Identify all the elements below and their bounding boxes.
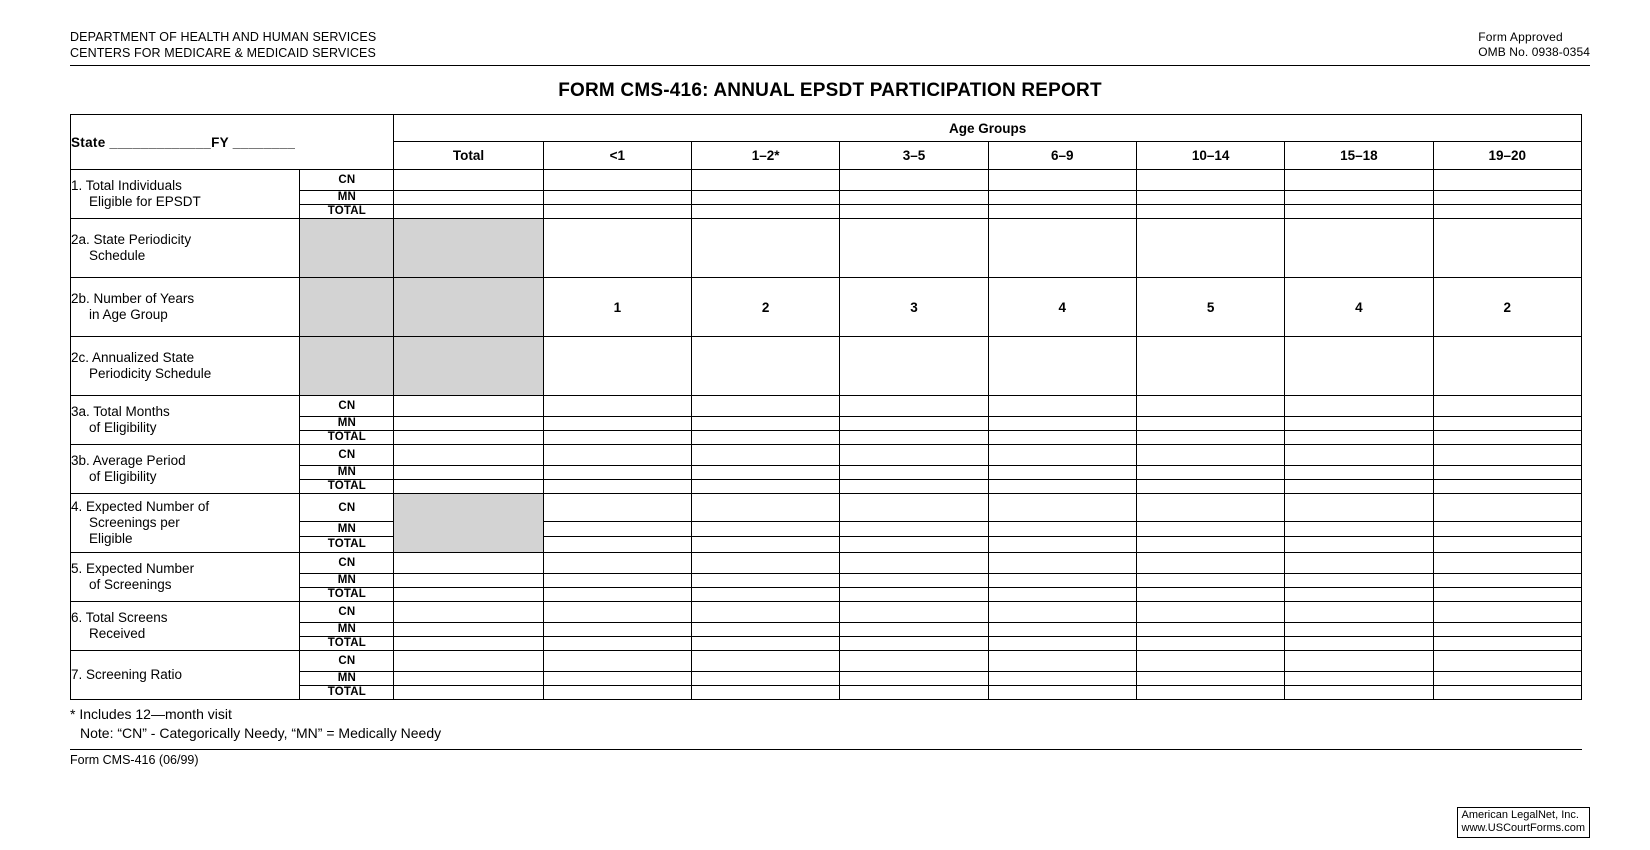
cell-2a-3-5[interactable] [840, 219, 988, 278]
cell-2a-total-shaded [394, 219, 543, 278]
cell-7-19-20[interactable] [1433, 651, 1581, 700]
cell-3b-3-5[interactable] [840, 445, 988, 494]
cell-2b-19-20[interactable]: 2 [1433, 278, 1581, 337]
category-stack-3b [300, 445, 394, 494]
cell-6-3-5[interactable] [840, 602, 988, 651]
column-header-3-5: 3–5 [840, 142, 988, 170]
row-label-2c [71, 337, 300, 396]
cell-1-3-5[interactable] [840, 170, 988, 219]
category-cn: CN [300, 495, 393, 522]
cell-3a-15-18[interactable] [1285, 396, 1433, 445]
cell-2c-6-9[interactable] [988, 337, 1136, 396]
cell-6-1-2[interactable] [692, 602, 840, 651]
row-label-7 [71, 651, 300, 700]
row-label-2b [71, 278, 300, 337]
legalnet-stamp [1457, 807, 1590, 839]
category-mn: MN [300, 191, 393, 205]
cell-4-3-5[interactable] [840, 494, 988, 553]
category-cn: CN [300, 396, 393, 417]
category-stack-3a [300, 396, 394, 445]
row-label-line2: in Age Group [89, 307, 168, 323]
category-mn: MN [300, 623, 393, 637]
table-header-row [71, 115, 1582, 142]
row-label-line1: 2b. Number of Years [71, 290, 195, 306]
cell-6-10-14[interactable] [1136, 602, 1284, 651]
agency-block [70, 30, 376, 61]
cell-1-15-18[interactable] [1285, 170, 1433, 219]
cell-4-15-18[interactable] [1285, 494, 1433, 553]
row-label-6 [71, 602, 300, 651]
cell-4-lt1[interactable] [543, 494, 691, 553]
cell-4-6-9[interactable] [988, 494, 1136, 553]
table-row [71, 278, 1582, 337]
row-label-line1: 7. Screening Ratio [71, 667, 183, 683]
cell-2a-6-9[interactable] [988, 219, 1136, 278]
footnote-note: Note: “CN” - Categorically Needy, “MN” = Medically Needy [80, 725, 442, 742]
cell-2c-category-shaded [300, 337, 394, 396]
cell-3a-10-14[interactable] [1136, 396, 1284, 445]
row-label-line2: Periodicity Schedule [89, 366, 212, 382]
cell-1-1-2[interactable] [692, 170, 840, 219]
row-label-line2: of Eligibility [89, 420, 157, 436]
cell-2c-10-14[interactable] [1136, 337, 1284, 396]
table-row [71, 553, 1582, 602]
category-stack-7 [300, 651, 394, 700]
cell-2c-lt1[interactable] [543, 337, 691, 396]
category-stack-1 [300, 170, 394, 219]
cell-3a-3-5[interactable] [840, 396, 988, 445]
category-total: TOTAL [327, 686, 366, 699]
row-label-line2: Received [89, 626, 146, 642]
table-row [71, 445, 1582, 494]
column-header-10-14: 10–14 [1136, 142, 1284, 170]
category-cn: CN [300, 170, 393, 191]
age-groups-header: Age Groups [394, 115, 1582, 142]
row-label-line1: 2a. State Periodicity [71, 231, 192, 247]
cell-4-19-20[interactable] [1433, 494, 1581, 553]
cell-3b-1-2[interactable] [692, 445, 840, 494]
category-total: TOTAL [327, 205, 366, 218]
cell-7-3-5[interactable] [840, 651, 988, 700]
cell-6-19-20[interactable] [1433, 602, 1581, 651]
category-stack-6 [300, 602, 394, 651]
cell-3b-6-9[interactable] [988, 445, 1136, 494]
cell-3b-19-20[interactable] [1433, 445, 1581, 494]
cell-7-10-14[interactable] [1136, 651, 1284, 700]
cell-2a-15-18[interactable] [1285, 219, 1433, 278]
row-label-3a [71, 396, 300, 445]
cell-1-6-9[interactable] [988, 170, 1136, 219]
cell-1-19-20[interactable] [1433, 170, 1581, 219]
row-label-line1: 6. Total Screens [71, 609, 168, 625]
row-label-line3: Eligible [89, 531, 133, 547]
cell-6-15-18[interactable] [1285, 602, 1433, 651]
cell-2a-19-20[interactable] [1433, 219, 1581, 278]
footnote-asterisk: * Includes 12—month visit [70, 706, 232, 723]
cell-2b-1-2[interactable]: 2 [692, 278, 840, 337]
cell-7-lt1[interactable] [543, 651, 691, 700]
row-label-5 [71, 553, 300, 602]
agency-line-2: CENTERS FOR MEDICARE & MEDICAID SERVICES [70, 45, 376, 60]
row-label-3b [71, 445, 300, 494]
category-mn: MN [300, 522, 393, 537]
cell-2a-10-14[interactable] [1136, 219, 1284, 278]
row-label-line2: of Eligibility [89, 469, 157, 485]
column-header-15-18: 15–18 [1285, 142, 1433, 170]
cell-7-6-9[interactable] [988, 651, 1136, 700]
cell-3a-lt1[interactable] [543, 396, 691, 445]
cell-2b-lt1[interactable]: 1 [543, 278, 691, 337]
category-cn: CN [300, 602, 393, 623]
row-label-1 [71, 170, 300, 219]
column-header-total: Total [394, 142, 543, 170]
cell-4-1-2[interactable] [692, 494, 840, 553]
cell-5-10-14[interactable] [1136, 553, 1284, 602]
category-mn: MN [300, 672, 393, 686]
row-label-2a [71, 219, 300, 278]
table-row [71, 602, 1582, 651]
cell-6-lt1[interactable] [543, 602, 691, 651]
omb-block [1478, 30, 1590, 60]
table-row [71, 651, 1582, 700]
row-label-line1: 3a. Total Months [71, 403, 170, 419]
cell-2a-lt1[interactable] [543, 219, 691, 278]
page-title: FORM CMS-416: ANNUAL EPSDT PARTICIPATION REPORT [558, 80, 1102, 102]
cell-2c-19-20[interactable] [1433, 337, 1581, 396]
cell-2c-3-5[interactable] [840, 337, 988, 396]
form-number: Form CMS-416 (06/99) [70, 753, 199, 768]
category-cn: CN [300, 553, 393, 574]
row-label-line1: 4. Expected Number of [71, 498, 210, 514]
cell-2a-category-shaded [300, 219, 394, 278]
footnotes [70, 705, 1582, 743]
cell-1-10-14[interactable] [1136, 170, 1284, 219]
table-row [71, 337, 1582, 396]
table-row [71, 170, 1582, 219]
cell-3a-6-9[interactable] [988, 396, 1136, 445]
legalnet-company: American LegalNet, Inc. [1461, 808, 1579, 821]
cell-5-1-2[interactable] [692, 553, 840, 602]
cell-3a-19-20[interactable] [1433, 396, 1581, 445]
cell-5-15-18[interactable] [1285, 553, 1433, 602]
cell-7-total[interactable] [394, 651, 543, 700]
column-header-19-20: 19–20 [1433, 142, 1581, 170]
row-label-4 [71, 494, 300, 553]
cell-4-10-14[interactable] [1136, 494, 1284, 553]
cell-2b-6-9[interactable]: 4 [988, 278, 1136, 337]
category-total: TOTAL [327, 637, 366, 650]
category-stack-4 [300, 494, 394, 553]
category-mn: MN [300, 574, 393, 588]
table-row [71, 494, 1582, 553]
legalnet-url: www.USCourtForms.com [1461, 822, 1585, 835]
cell-1-total[interactable] [394, 170, 543, 219]
category-cn: CN [300, 445, 393, 466]
cell-3a-1-2[interactable] [692, 396, 840, 445]
cell-1-lt1[interactable] [543, 170, 691, 219]
agency-line-1: DEPARTMENT OF HEALTH AND HUMAN SERVICES [70, 30, 377, 44]
row-label-line2: Eligible for EPSDT [89, 194, 201, 210]
fy-label: FY ________ [211, 134, 296, 150]
cell-7-1-2[interactable] [692, 651, 840, 700]
cell-2b-3-5[interactable]: 3 [840, 278, 988, 337]
column-header-1-2: 1–2* [692, 142, 840, 170]
cell-2b-10-14[interactable]: 5 [1136, 278, 1284, 337]
state-fy-field[interactable] [71, 115, 394, 170]
category-total: TOTAL [327, 538, 366, 551]
category-cn: CN [300, 651, 393, 672]
cell-6-6-9[interactable] [988, 602, 1136, 651]
row-label-line1: 5. Expected Number [71, 560, 195, 576]
cell-3b-lt1[interactable] [543, 445, 691, 494]
cell-5-19-20[interactable] [1433, 553, 1581, 602]
document-header [70, 30, 1590, 61]
omb-number: OMB No. 0938-0354 [1478, 45, 1590, 59]
row-label-line1: 3b. Average Period [71, 452, 186, 468]
footer-divider [70, 749, 1582, 750]
category-mn: MN [300, 466, 393, 480]
cell-7-15-18[interactable] [1285, 651, 1433, 700]
cell-2b-total-shaded [394, 278, 543, 337]
cell-2b-category-shaded [300, 278, 394, 337]
category-total: TOTAL [327, 588, 366, 601]
cell-2c-15-18[interactable] [1285, 337, 1433, 396]
cell-2c-1-2[interactable] [692, 337, 840, 396]
cell-5-6-9[interactable] [988, 553, 1136, 602]
row-label-line1: 1. Total Individuals [71, 177, 182, 193]
header-divider [70, 65, 1590, 66]
row-label-line2: Schedule [89, 248, 146, 264]
state-label: State _____________ [71, 134, 212, 150]
cell-5-lt1[interactable] [543, 553, 691, 602]
cell-3b-total[interactable] [394, 445, 543, 494]
table-row [71, 396, 1582, 445]
column-header-lt1: <1 [543, 142, 691, 170]
category-total: TOTAL [327, 480, 366, 493]
category-mn: MN [300, 417, 393, 431]
cell-5-total[interactable] [394, 553, 543, 602]
cell-5-3-5[interactable] [840, 553, 988, 602]
form-approved-label: Form Approved [1478, 30, 1563, 44]
table-row [71, 219, 1582, 278]
row-label-line2: of Screenings [89, 577, 172, 593]
cell-3b-10-14[interactable] [1136, 445, 1284, 494]
cell-4-total-shaded [394, 494, 543, 553]
column-header-6-9: 6–9 [988, 142, 1136, 170]
row-label-line1: 2c. Annualized State [71, 349, 195, 365]
cell-6-total[interactable] [394, 602, 543, 651]
cell-3b-15-18[interactable] [1285, 445, 1433, 494]
row-label-line2: Screenings per [89, 515, 180, 531]
category-stack-5 [300, 553, 394, 602]
category-total: TOTAL [327, 431, 366, 444]
cell-3a-total[interactable] [394, 396, 543, 445]
cell-2c-total-shaded [394, 337, 543, 396]
cell-2b-15-18[interactable]: 4 [1285, 278, 1433, 337]
epsdt-participation-table [70, 114, 1582, 700]
cell-2a-1-2[interactable] [692, 219, 840, 278]
